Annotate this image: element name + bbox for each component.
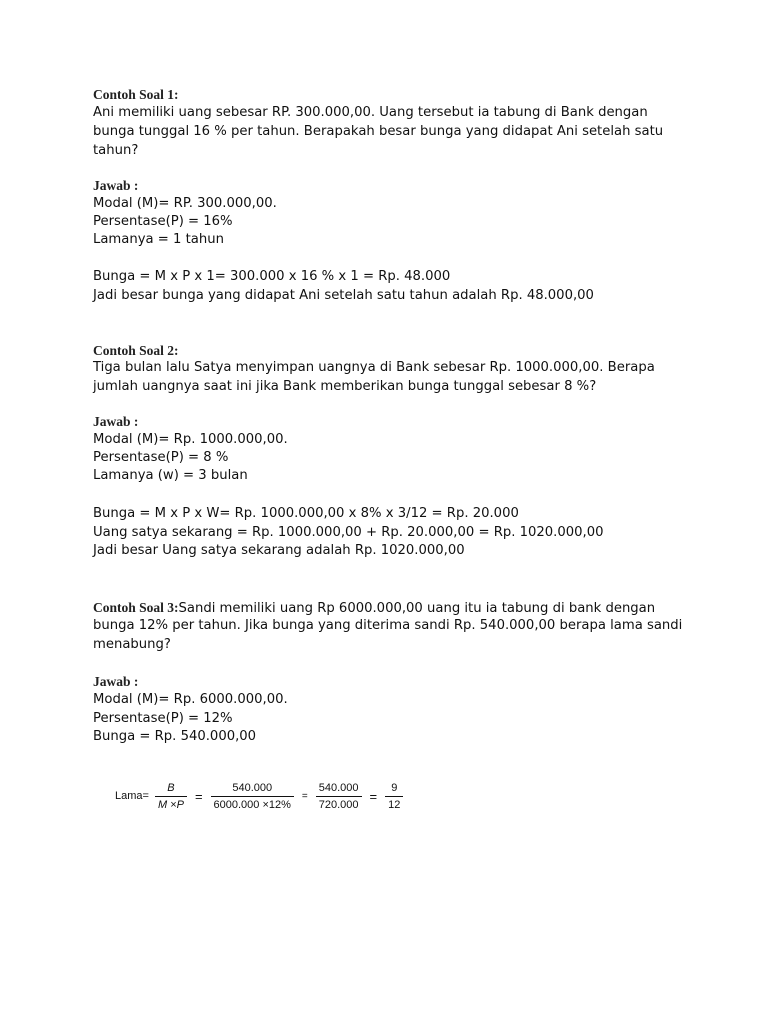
- soal1-answer-line: Persentase(P) = 16%: [93, 214, 233, 229]
- soal1-answer-line: Lamanya = 1 tahun: [93, 232, 224, 247]
- soal3-question-start: Sandi memiliki uang Rp 6000.000,00 uang itu ia tabung di bank dengan: [178, 601, 656, 616]
- fraction-simplified: [316, 782, 362, 811]
- fraction-result: [385, 782, 403, 811]
- soal3-heading: Contoh Soal 3:: [93, 600, 179, 615]
- fraction-numerator: 9: [391, 781, 398, 794]
- fraction-denominator: 720.000: [316, 796, 362, 811]
- soal1-question-line: bunga tunggal 16 % per tahun. Berapakah besar bunga yang didapat Ani setelah satu: [93, 124, 664, 139]
- fraction-numerator: B: [167, 781, 175, 794]
- soal2-question-line: jumlah uangnya saat ini jika Bank memberikan bunga tunggal sebesar 8 %?: [93, 379, 597, 394]
- soal1-calc-line: Jadi besar bunga yang didapat Ani setelah satu tahun adalah Rp. 48.000,00: [93, 288, 594, 303]
- soal1-answer-line: Modal (M)= RP. 300.000,00.: [93, 196, 277, 211]
- fraction-denominator: M ×P: [155, 796, 187, 811]
- soal1-jawab-heading: Jawab :: [93, 178, 139, 193]
- soal1-heading: Contoh Soal 1:: [93, 87, 179, 102]
- equals-sign: =: [301, 790, 308, 802]
- soal3-answer-line: Modal (M)= Rp. 6000.000,00.: [93, 692, 288, 707]
- soal3-question-line: bunga 12% per tahun. Jika bunga yang diterima sandi Rp. 540.000,00 berapa lama sandi: [93, 618, 683, 633]
- fraction-numerator: 540.000: [232, 781, 273, 794]
- soal3-question-line: menabung?: [93, 637, 171, 652]
- soal3-answer-line: Bunga = Rp. 540.000,00: [93, 729, 257, 744]
- soal2-jawab-heading: Jawab :: [93, 414, 139, 429]
- soal2-calc-line: Jadi besar Uang satya sekarang adalah Rp. 1020.000,00: [93, 543, 465, 558]
- soal2-answer-line: Lamanya (w) = 3 bulan: [93, 468, 248, 483]
- fraction-b-over-mp: [155, 782, 187, 811]
- soal2-calc-line: Uang satya sekarang = Rp. 1000.000,00 + Rp. 20.000,00 = Rp. 1020.000,00: [93, 525, 604, 540]
- fraction-denominator: 6000.000 ×12%: [211, 796, 294, 811]
- fraction-values: [211, 782, 294, 811]
- soal2-question-line: Tiga bulan lalu Satya menyimpan uangnya di Bank sebesar Rp. 1000.000,00. Berapa: [93, 360, 655, 375]
- equals-sign: =: [369, 788, 378, 804]
- soal3-jawab-heading: Jawab :: [93, 674, 139, 689]
- lama-formula: [115, 776, 405, 816]
- soal1-question-line: Ani memiliki uang sebesar RP. 300.000,00. Uang tersebut ia tabung di Bank dengan: [93, 105, 648, 120]
- formula-label: Lama=: [115, 790, 149, 802]
- soal2-heading: Contoh Soal 2:: [93, 343, 179, 358]
- soal2-answer-line: Persentase(P) = 8 %: [93, 450, 229, 465]
- fraction-denominator: 12: [385, 796, 403, 811]
- fraction-numerator: 540.000: [318, 781, 359, 794]
- equals-sign: =: [194, 788, 203, 804]
- soal2-answer-line: Modal (M)= Rp. 1000.000,00.: [93, 432, 288, 447]
- soal1-calc-line: Bunga = M x P x 1= 300.000 x 16 % x 1 = Rp. 48.000: [93, 269, 451, 284]
- soal3-first-line: [93, 599, 693, 618]
- soal3-answer-line: Persentase(P) = 12%: [93, 711, 233, 726]
- soal1-question-line: tahun?: [93, 143, 139, 158]
- soal2-calc-line: Bunga = M x P x W= Rp. 1000.000,00 x 8% x 3/12 = Rp. 20.000: [93, 506, 519, 521]
